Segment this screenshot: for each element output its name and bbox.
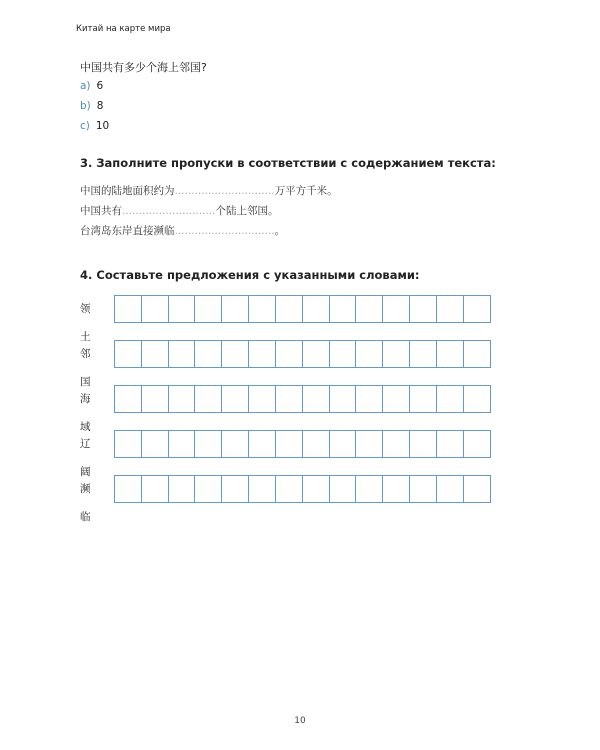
writing-cell[interactable] bbox=[114, 430, 142, 458]
writing-cells bbox=[114, 385, 489, 413]
writing-cell[interactable] bbox=[275, 385, 303, 413]
writing-cell[interactable] bbox=[355, 385, 383, 413]
writing-cell[interactable] bbox=[409, 340, 437, 368]
question-text: 中国共有多少个海上邻国? bbox=[80, 61, 207, 74]
writing-cell[interactable] bbox=[248, 385, 276, 413]
writing-cell[interactable] bbox=[355, 430, 383, 458]
writing-cell[interactable] bbox=[194, 295, 222, 323]
prompt-word: 邻国 bbox=[80, 348, 91, 388]
blank-field[interactable]: ............................ bbox=[122, 205, 216, 217]
writing-cells bbox=[114, 475, 489, 503]
option-b[interactable] bbox=[80, 99, 109, 119]
writing-cell[interactable] bbox=[194, 475, 222, 503]
fill-prefix: 中国共有 bbox=[80, 205, 122, 217]
option-value: 8 bbox=[96, 100, 104, 112]
fill-prefix: 中国的陆地面积约为 bbox=[80, 185, 175, 197]
writing-cell[interactable] bbox=[463, 295, 491, 323]
writing-cell[interactable] bbox=[382, 430, 410, 458]
writing-cell[interactable] bbox=[355, 340, 383, 368]
blank-field[interactable]: .............................. bbox=[174, 185, 275, 197]
option-letter: b) bbox=[80, 100, 91, 112]
writing-cell[interactable] bbox=[275, 430, 303, 458]
writing-cell[interactable] bbox=[329, 340, 357, 368]
writing-cell[interactable] bbox=[329, 295, 357, 323]
answer-options bbox=[80, 79, 109, 139]
fill-line bbox=[80, 203, 338, 223]
writing-cell[interactable] bbox=[275, 340, 303, 368]
writing-cell[interactable] bbox=[168, 295, 196, 323]
section-4-title: 4. Составьте предложения с указанными словами: bbox=[80, 268, 420, 282]
writing-cell[interactable] bbox=[275, 475, 303, 503]
writing-cell[interactable] bbox=[275, 295, 303, 323]
writing-cell[interactable] bbox=[168, 385, 196, 413]
option-c[interactable] bbox=[80, 119, 109, 139]
writing-cell[interactable] bbox=[194, 340, 222, 368]
fill-prefix: 台湾岛东岸直接濒临 bbox=[80, 225, 175, 237]
writing-cell[interactable] bbox=[221, 295, 249, 323]
writing-cell[interactable] bbox=[141, 475, 169, 503]
writing-cell[interactable] bbox=[355, 475, 383, 503]
writing-cell[interactable] bbox=[355, 295, 383, 323]
writing-cells bbox=[114, 340, 489, 368]
writing-cell[interactable] bbox=[409, 295, 437, 323]
writing-cell[interactable] bbox=[302, 385, 330, 413]
writing-cell[interactable] bbox=[329, 385, 357, 413]
writing-cell[interactable] bbox=[141, 430, 169, 458]
writing-cell[interactable] bbox=[114, 295, 142, 323]
writing-cell[interactable] bbox=[194, 385, 222, 413]
writing-cell[interactable] bbox=[302, 430, 330, 458]
writing-cell[interactable] bbox=[141, 295, 169, 323]
writing-cell[interactable] bbox=[329, 475, 357, 503]
prompt-word: 辽阔 bbox=[80, 438, 91, 478]
writing-cell[interactable] bbox=[168, 340, 196, 368]
writing-cell[interactable] bbox=[436, 430, 464, 458]
fill-suffix: 。 bbox=[274, 225, 286, 237]
writing-cell[interactable] bbox=[114, 475, 142, 503]
writing-cell[interactable] bbox=[329, 430, 357, 458]
fill-suffix: 万平方千米。 bbox=[274, 185, 338, 197]
writing-cell[interactable] bbox=[194, 430, 222, 458]
writing-cell[interactable] bbox=[248, 340, 276, 368]
fill-in-blanks bbox=[80, 183, 338, 243]
writing-cell[interactable] bbox=[436, 475, 464, 503]
writing-cell[interactable] bbox=[248, 295, 276, 323]
writing-cell[interactable] bbox=[409, 475, 437, 503]
writing-cell[interactable] bbox=[168, 430, 196, 458]
writing-cell[interactable] bbox=[248, 430, 276, 458]
writing-cell[interactable] bbox=[463, 430, 491, 458]
writing-cell[interactable] bbox=[463, 385, 491, 413]
prompt-word: 海域 bbox=[80, 393, 91, 433]
option-a[interactable] bbox=[80, 79, 109, 99]
prompt-word: 濒临 bbox=[80, 483, 91, 523]
writing-cell[interactable] bbox=[409, 385, 437, 413]
option-value: 10 bbox=[95, 120, 110, 132]
writing-cell[interactable] bbox=[382, 295, 410, 323]
section-3-title: 3. Заполните пропуски в соответствии с содержанием текста: bbox=[80, 156, 496, 170]
writing-cell[interactable] bbox=[382, 340, 410, 368]
writing-cell[interactable] bbox=[436, 385, 464, 413]
writing-cell[interactable] bbox=[382, 475, 410, 503]
writing-cell[interactable] bbox=[114, 340, 142, 368]
writing-cell[interactable] bbox=[221, 475, 249, 503]
writing-cell[interactable] bbox=[221, 340, 249, 368]
writing-cell[interactable] bbox=[141, 340, 169, 368]
writing-cells bbox=[114, 295, 489, 323]
fill-line bbox=[80, 223, 338, 243]
writing-cell[interactable] bbox=[409, 430, 437, 458]
option-letter: c) bbox=[80, 120, 90, 132]
header-title: Китай на карте мира bbox=[76, 24, 171, 34]
writing-cell[interactable] bbox=[221, 385, 249, 413]
writing-cell[interactable] bbox=[248, 475, 276, 503]
option-value: 6 bbox=[96, 80, 104, 92]
prompt-word: 领土 bbox=[80, 303, 91, 343]
writing-cell[interactable] bbox=[463, 475, 491, 503]
writing-cell[interactable] bbox=[302, 340, 330, 368]
writing-cell[interactable] bbox=[302, 295, 330, 323]
writing-cell[interactable] bbox=[382, 385, 410, 413]
fill-suffix: 个陆上邻国。 bbox=[215, 205, 279, 217]
fill-line bbox=[80, 183, 338, 203]
writing-cell[interactable] bbox=[436, 340, 464, 368]
option-letter: a) bbox=[80, 80, 91, 92]
writing-cell[interactable] bbox=[436, 295, 464, 323]
writing-cell[interactable] bbox=[302, 475, 330, 503]
blank-field[interactable]: .............................. bbox=[174, 225, 275, 237]
page-number: 10 bbox=[294, 716, 306, 726]
writing-cell[interactable] bbox=[168, 475, 196, 503]
writing-cells bbox=[114, 430, 489, 458]
writing-cell[interactable] bbox=[463, 340, 491, 368]
writing-cell[interactable] bbox=[141, 385, 169, 413]
writing-cell[interactable] bbox=[114, 385, 142, 413]
writing-cell[interactable] bbox=[221, 430, 249, 458]
